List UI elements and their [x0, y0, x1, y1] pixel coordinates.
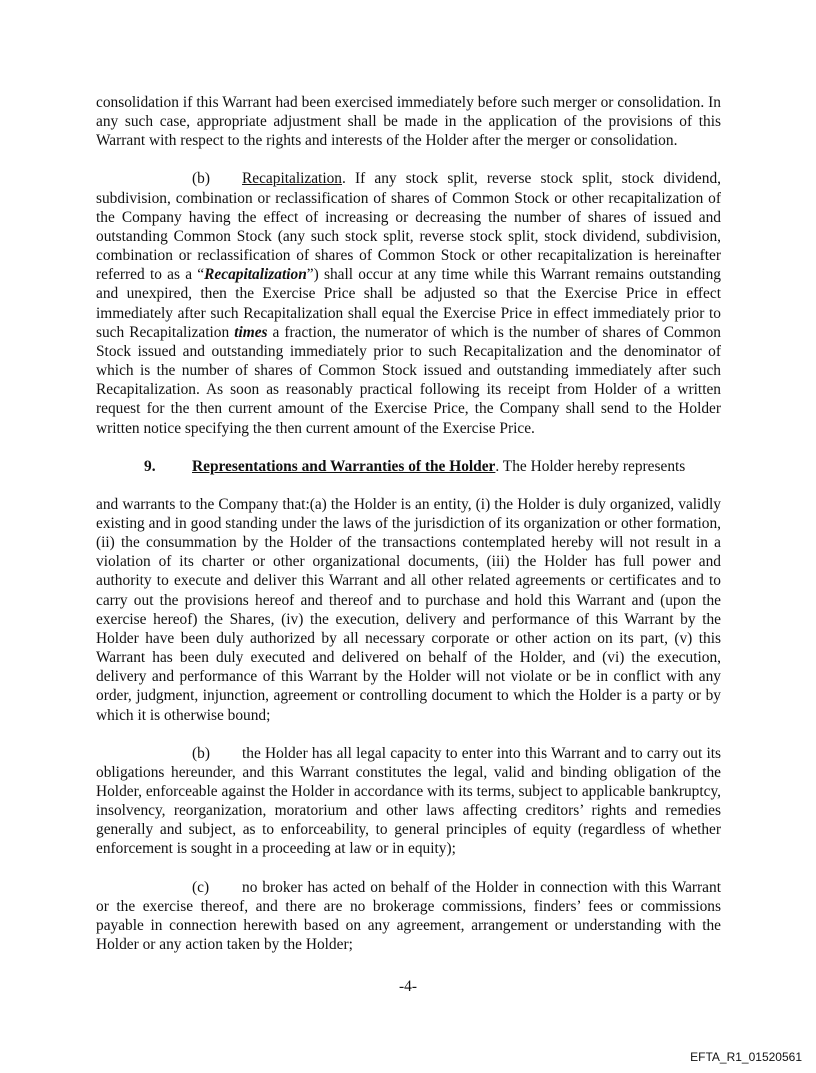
paragraph-b-label: (b) [192, 744, 210, 762]
recap-text-3: a fraction, the numerator of which is the number of shares of Common Stock issued and outstanding immediately prior to such Recapitalization and the denominator of which is the number of shares of Common Stock issued and outstanding immediately after such Recapitalization. As soon as reasonably practical following its receipt from Holder of a written request for the then current amount of the Exercise Price, the Company shall send to the Holder written notice specifying the then current amount of the Exercise Price. [96, 323, 721, 437]
paragraph-a: and warrants to the Company that:(a) the Holder is an entity, (i) the Holder is duly organized, validly existing and in good standing under the laws of the jurisdiction of its organization or other formation, (ii) the consummation by the Holder of the transactions contemplated hereby will not result in a violation of its charter or other organizational documents, (iii) the Holder has full power and authority to execute and deliver this Warrant and all other related agreements or certificates and to carry out the provisions hereof and thereof and to purchase and hold this Warrant and (upon the exercise hereof) the Shares, (iv) the execution, delivery and performance of this Warrant by the Holder have been duly authorized by all necessary corporate or other action on its part, (v) this Warrant has been duly executed and delivered on behalf of the Holder, and (vi) the execution, delivery and performance of this Warrant by the Holder will not violate or be in conflict with any order, judgment, injunction, agreement or controlling document to which the Holder is a party or by which it is otherwise bound; [96, 495, 721, 724]
document-body [96, 93, 721, 973]
recap-label: (b) [192, 170, 210, 188]
paragraph-b [96, 744, 721, 859]
recap-heading: Recapitalization [242, 170, 342, 188]
recapitalization-paragraph [96, 169, 721, 437]
section-9-heading [96, 457, 721, 476]
paragraph-b-text: the Holder has all legal capacity to enter into this Warrant and to carry out its obligations hereunder, and this Warrant constitutes the legal, valid and binding obligation of the Holder, enforceable against the Holder in accordance with its terms, subject to applicable bankruptcy, insolvency, reorganization, moratorium and other laws affecting creditors’ rights and remedies generally and subject, as to enforceability, to general principles of equity (regardless of whether enforcement is sought in a proceeding at law or in equity); [96, 744, 721, 858]
recap-text-1: . If any stock split, reverse stock split, stock dividend, subdivision, combination or reclassification of shares of Common Stock or other recapitalization of the Company having the effect of increasing or decreasing the number of shares of issued and outstanding Common Stock (any such stock split, reverse stock split, stock dividend, subdivision, combination or reclassification of shares of Common Stock or other recapitalization is hereinafter referred to as a “ [96, 170, 721, 284]
intro-paragraph: consolidation if this Warrant had been exercised immediately before such merger or consolidation. In any such case, appropriate adjustment shall be made in the application of the provisions of this Warrant with respect to the rights and interests of the Holder after the merger or consolidation. [96, 94, 721, 150]
paragraph-c-text: no broker has acted on behalf of the Holder in connection with this Warrant or the exercise thereof, and there are no brokerage commissions, finders’ fees or commissions payable in connection herewith based on any agreement, arrangement or understanding with the Holder or any action taken by the Holder; [96, 878, 721, 954]
section-9-lead: . The Holder hereby represents [495, 457, 686, 475]
paragraph-c-label: (c) [192, 878, 210, 896]
paragraph-c [96, 878, 721, 955]
recap-text-2: ”) shall occur at any time while this Warrant remains outstanding and unexpired, then the Exercise Price shall be adjusted so that the Exercise Price in effect immediately after such Recapitalization shall equal the Exercise Price in effect immediately prior to such Recapitalization [96, 266, 721, 341]
page-number: -4- [399, 978, 417, 995]
document-id: EFTA_R1_01520561 [690, 1050, 802, 1064]
section-9-title: Representations and Warranties of the Holder [192, 457, 496, 475]
recap-defined-term: Recapitalization [204, 266, 307, 284]
section-9-number: 9. [144, 457, 156, 475]
recap-times-word: times [234, 323, 268, 341]
